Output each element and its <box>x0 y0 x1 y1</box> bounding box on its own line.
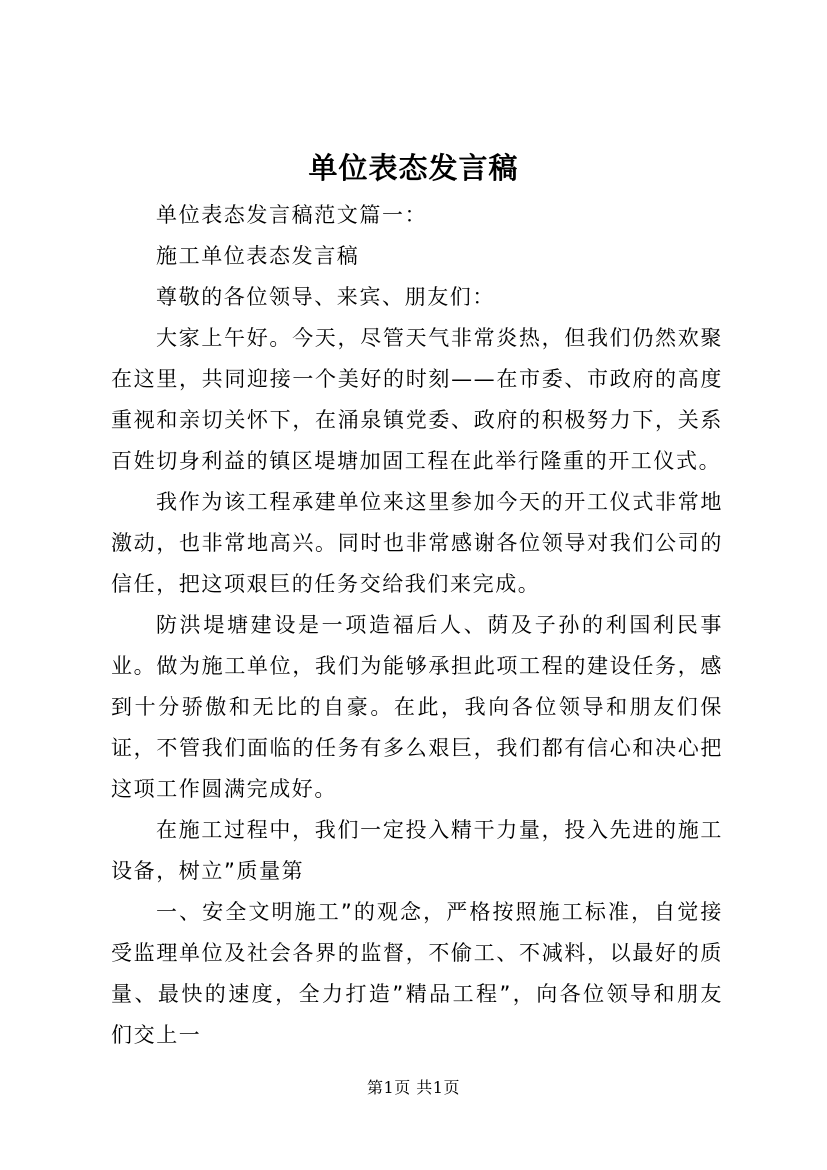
page-footer: 第1页 共1页 <box>367 1078 460 1097</box>
paragraph-2: 施工单位表态发言稿 <box>156 244 360 268</box>
document-title: 单位表态发言稿 <box>308 151 519 185</box>
paragraph-8: 一、安全文明施工”的观念，严格按照施工标准，自觉接受监理单位及社会各界的监督，不偷工、不减料，以最好的质量、最快的速度，全力打造”精品工程”，向各位领导和朋友们交上一 <box>111 900 723 1047</box>
paragraph-6: 防洪堤塘建设是一项造福后人、荫及子孙的利国利民事业。做为施工单位，我们为能够承担此项工程的建设任务，感到十分骄傲和无比的自豪。在此，我向各位领导和朋友们保证，不管我们面临的任务有多么艰巨，我们都有信心和决心把这项工作圆满完成好。 <box>111 613 723 801</box>
paragraph-5: 我作为该工程承建单位来这里参加今天的开工仪式非常地激动，也非常地高兴。同时也非常感谢各位领导对我们公司的信任，把这项艰巨的任务交给我们来完成。 <box>111 490 723 596</box>
document-body <box>111 195 723 1056</box>
paragraph-4: 大家上午好。今天，尽管天气非常炎热，但我们仍然欢聚在这里，共同迎接一个美好的时刻——在市委、市政府的高度重视和亲切关怀下，在涌泉镇党委、政府的积极努力下，关系百姓切身利益的镇区堤塘加固工程在此举行隆重的开工仪式。 <box>111 326 723 473</box>
paragraph-7: 在施工过程中，我们一定投入精干力量，投入先进的施工设备，树立”质量第 <box>111 818 723 883</box>
paragraph-1: 单位表态发言稿范文篇一： <box>156 203 428 227</box>
paragraph-3: 尊敬的各位领导、来宾、朋友们： <box>156 285 495 309</box>
